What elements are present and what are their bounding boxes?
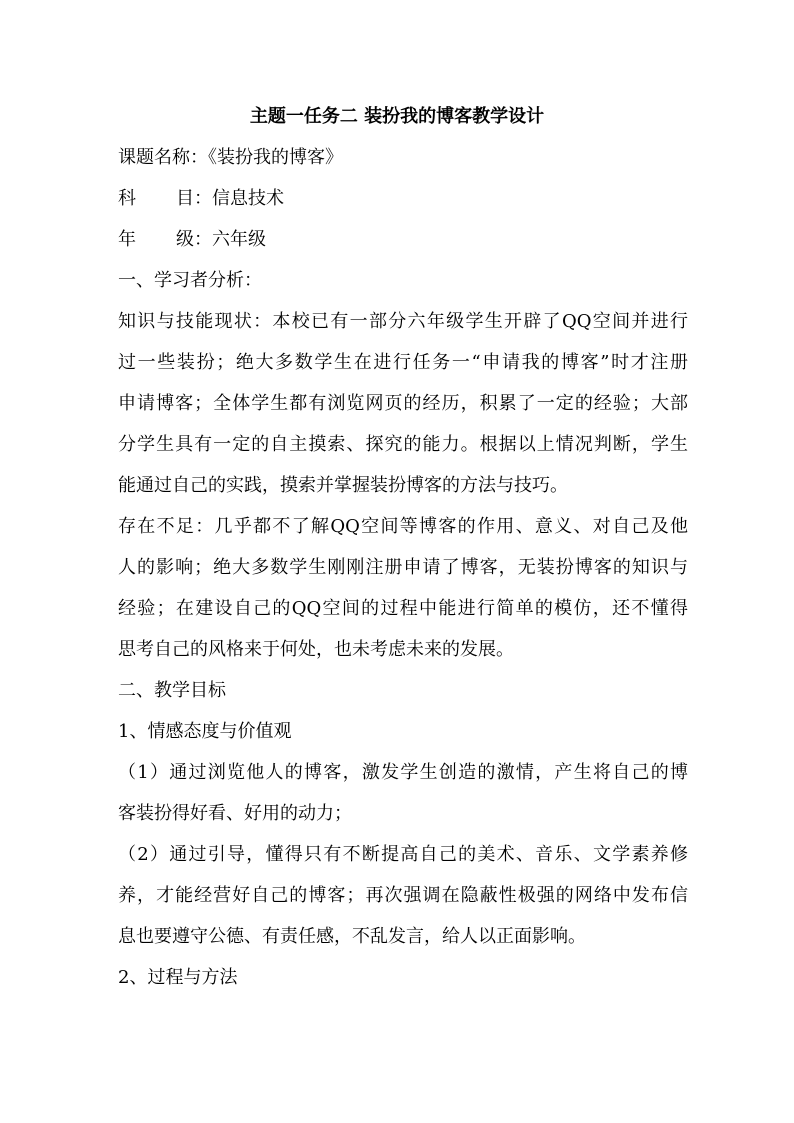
paragraph-line: 过一些装扮；绝大多数学生在进行任务一“申请我的博客”时才注册: [118, 352, 688, 373]
paragraph-line: （1）通过浏览他人的博客，激发学生创造的激情，产生将自己的博: [118, 762, 688, 783]
paragraph-line: 养，才能经营好自己的博客；再次强调在隐蔽性极强的网络中发布信: [118, 885, 688, 906]
paragraph-line: 经验；在建设自己的QQ空间的过程中能进行简单的模仿，还不懂得: [118, 598, 688, 619]
paragraph-line: 分学生具有一定的自主摸索、探究的能力。根据以上情况判断，学生: [118, 434, 688, 455]
section-heading-learner-analysis: 一、学习者分析：: [118, 270, 262, 291]
subsection-heading: 2、过程与方法: [118, 967, 238, 988]
paragraph-line: （2）通过引导，懂得只有不断提高自己的美术、音乐、文学素养修: [118, 844, 688, 865]
grade-line: [118, 225, 688, 255]
paragraph-line: 申请博客；全体学生都有浏览网页的经历，积累了一定的经验；大部: [118, 393, 688, 414]
grade-label: 年: [118, 229, 136, 250]
subsection-heading: 1、情感态度与价值观: [118, 721, 292, 742]
section-heading-teaching-goals: 二、教学目标: [118, 680, 226, 701]
paragraph-line: 能通过自己的实践，摸索并掌握装扮博客的方法与技巧。: [118, 475, 568, 496]
paragraph-line: 客装扮得好看、好用的动力；: [118, 803, 352, 824]
course-name-line: 课题名称：《装扮我的博客》: [118, 147, 343, 168]
subject-value: 目：信息技术: [176, 188, 284, 209]
paragraph-line: 人的影响；绝大多数学生刚刚注册申请了博客，无装扮博客的知识与: [118, 557, 688, 578]
paragraph-line: 知识与技能现状：本校已有一部分六年级学生开辟了QQ空间并进行: [118, 311, 688, 332]
paragraph-line: 息也要遵守公德、有责任感，不乱发言，给人以正面影响。: [118, 926, 586, 947]
grade-value: 级：六年级: [176, 229, 266, 250]
paragraph-line: 存在不足：几乎都不了解QQ空间等博客的作用、意义、对自己及他: [118, 516, 688, 537]
paragraph-line: 思考自己的风格来于何处，也未考虑未来的发展。: [118, 639, 514, 660]
document-title: 主题一任务二 装扮我的博客教学设计: [249, 106, 545, 127]
subject-line: [118, 184, 688, 214]
subject-label: 科: [118, 188, 136, 209]
